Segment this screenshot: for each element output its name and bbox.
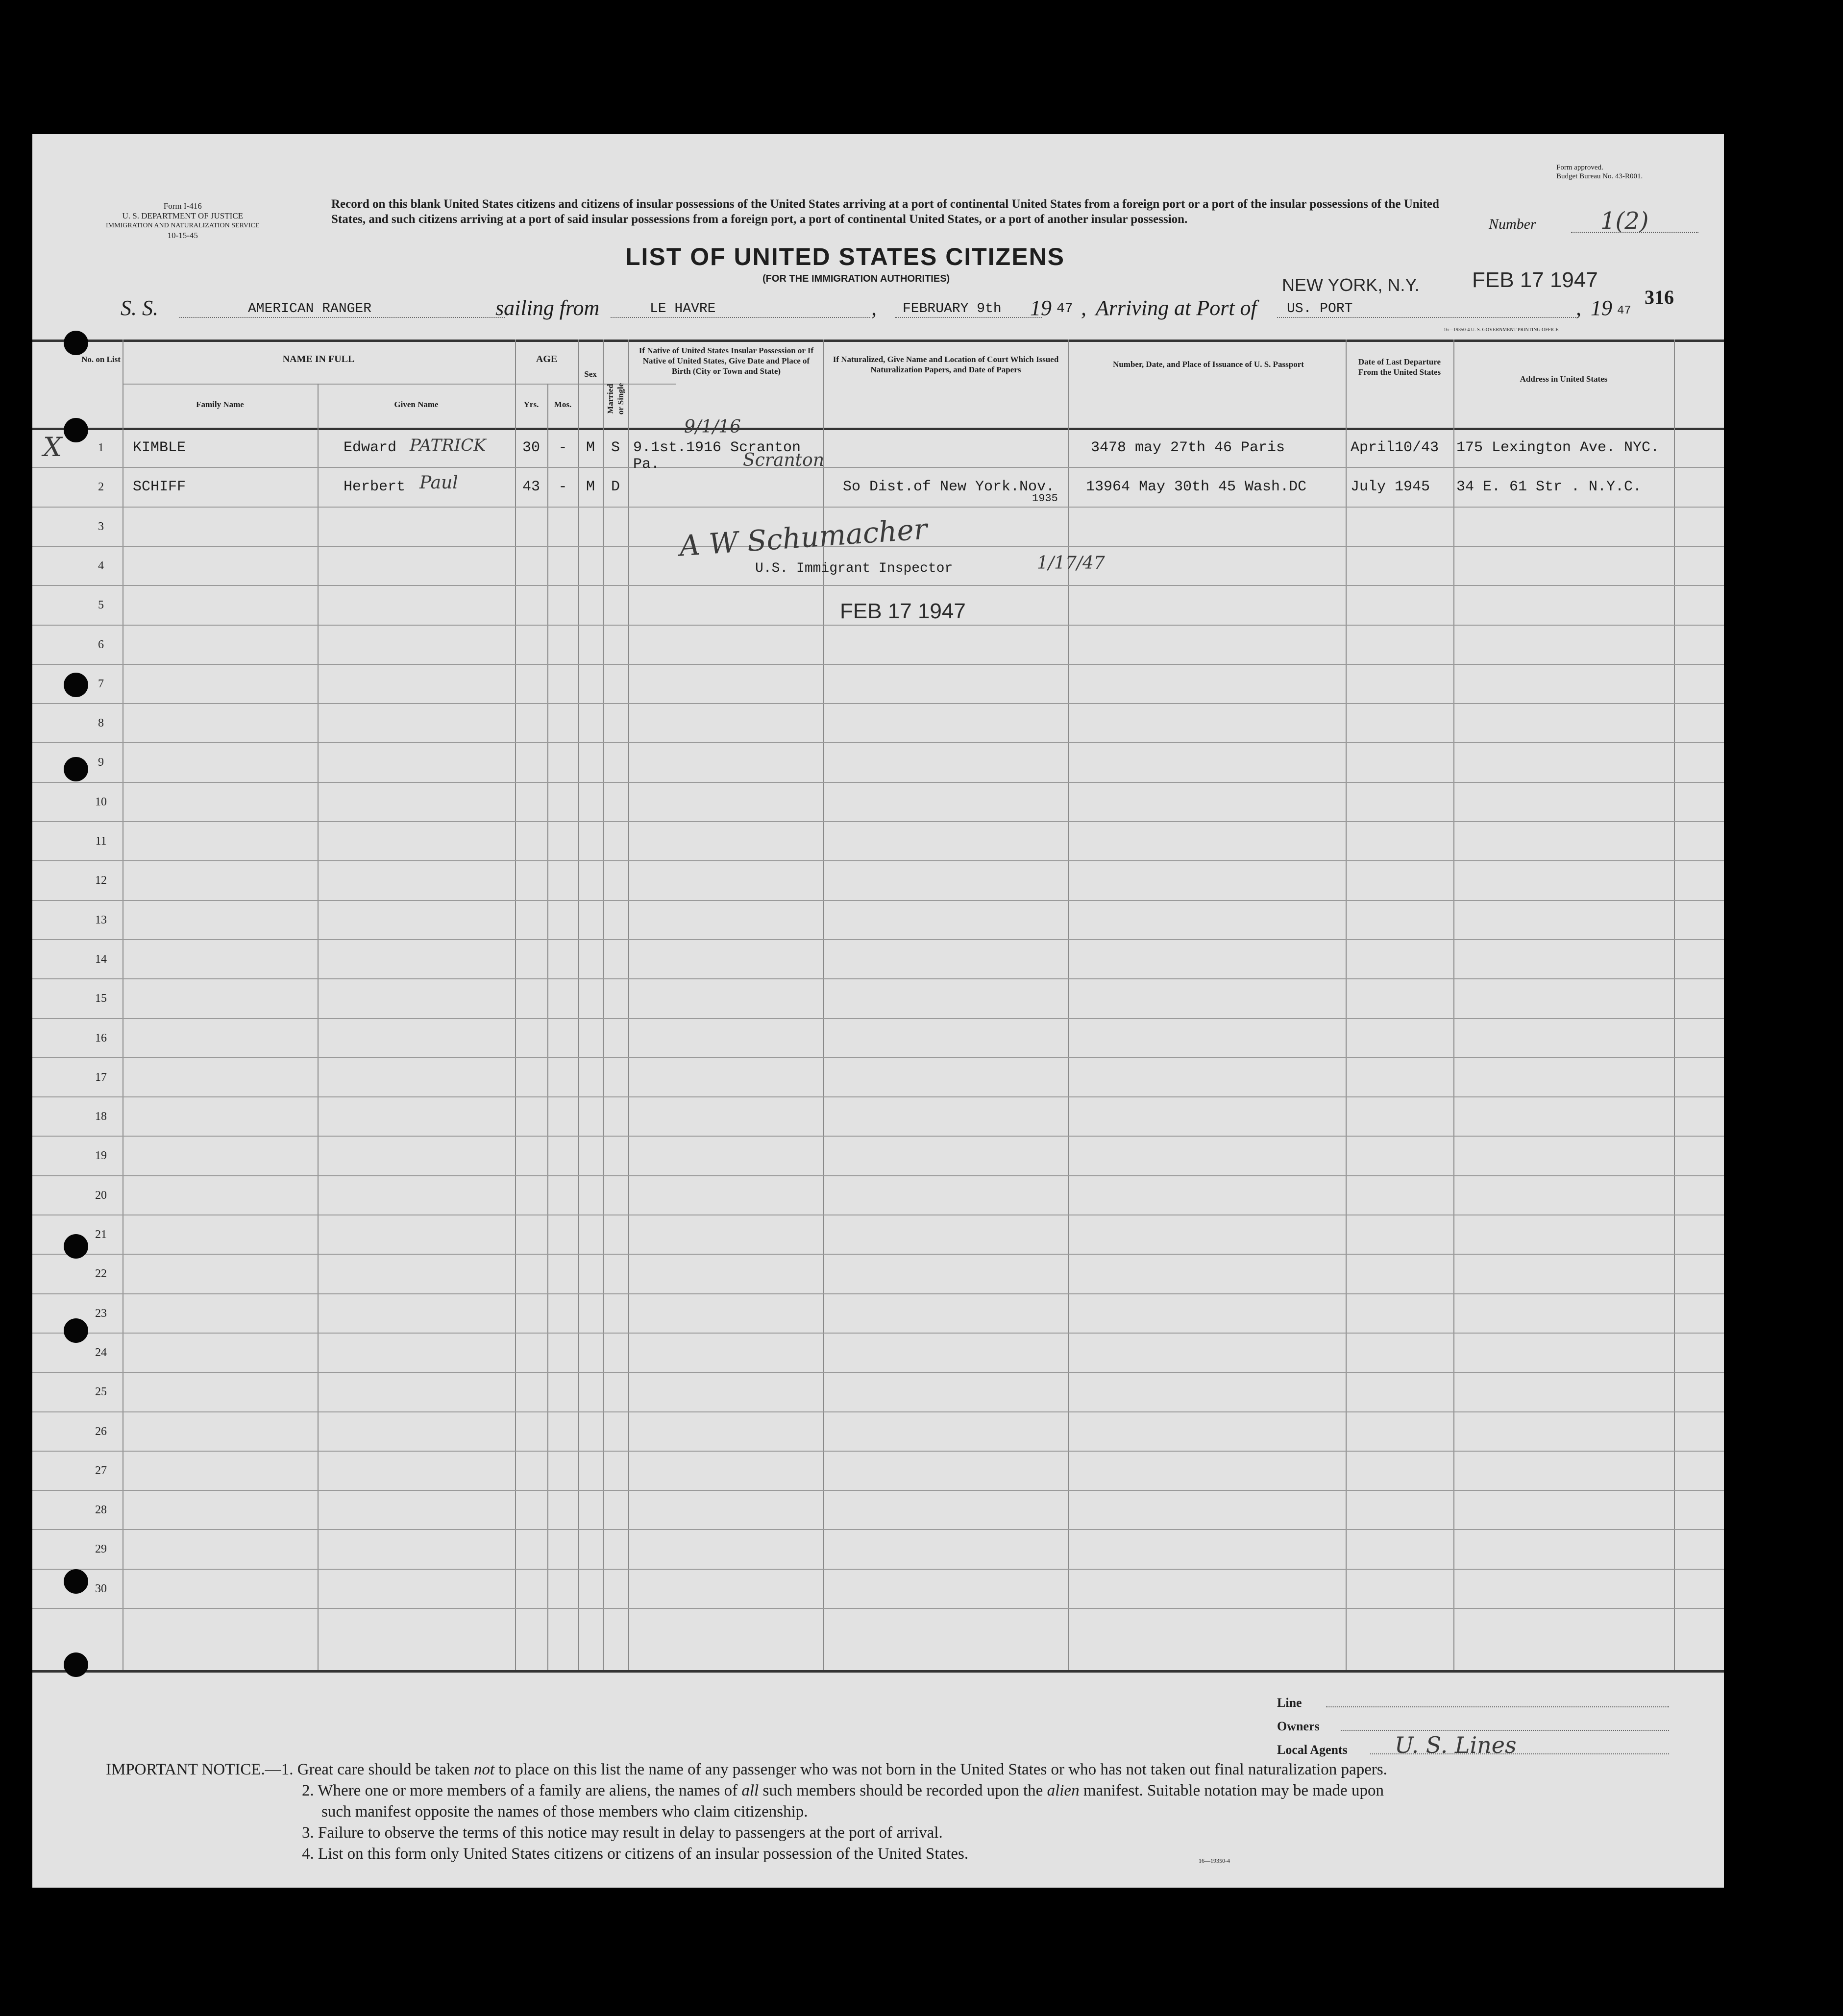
row-number: 23 <box>95 1307 107 1320</box>
notice-3: 3. Failure to observe the terms of this notice may result in delay to passengers at the port of arrival. <box>302 1824 943 1842</box>
row-number: 16 <box>95 1031 107 1044</box>
binder-hole <box>64 1234 88 1259</box>
header-mid-line <box>123 384 676 385</box>
row-number: 9 <box>98 756 104 769</box>
row-rule <box>32 1569 1724 1570</box>
sailing-year: 47 <box>1057 301 1073 316</box>
row-number: 10 <box>95 795 107 808</box>
col-header-name: NAME IN FULL <box>282 354 355 364</box>
notice-2 <box>302 1780 1384 1801</box>
form-id-block <box>106 201 259 241</box>
binder-hole <box>64 1569 88 1594</box>
preamble: Record on this blank United States citizens and citizens of insular possessions of the United States arriving at a port of continental United States from a foreign port or a port of the insular possessions of the United States, and such citizens arriving at a port of said insular possessions from a foreign port, a port of continental United States, or a port of another insular possession. <box>331 197 1439 226</box>
row-rule <box>32 585 1724 586</box>
page-subtitle: (FOR THE IMMIGRATION AUTHORITIES) <box>762 273 950 284</box>
entry-1-native-line2: Pa. <box>633 456 660 473</box>
entry-1-sex: M <box>586 439 595 456</box>
notice-heading <box>106 1759 1387 1780</box>
number-label: Number <box>1489 216 1536 232</box>
year-prefix: 19 <box>1030 296 1052 320</box>
row-number: 17 <box>95 1070 107 1084</box>
col-header-given: Given Name <box>394 400 439 409</box>
row-number: 20 <box>95 1189 107 1202</box>
col-rule <box>318 384 319 1672</box>
line-label: Line <box>1277 1696 1302 1710</box>
row-number: 29 <box>95 1543 107 1556</box>
entry-2-departure: July 1945 <box>1351 479 1430 495</box>
comma-1: , <box>871 296 877 320</box>
row-rule <box>32 1293 1724 1294</box>
binder-hole <box>64 418 88 442</box>
arriving-label: Arriving at Port of <box>1096 296 1257 320</box>
row-rule <box>32 664 1724 665</box>
header-bottom-border <box>32 428 1724 430</box>
inspector-initials: 1/17/47 <box>1037 553 1105 573</box>
row-rule <box>32 1333 1724 1334</box>
entry-1-native: 9.1st.1916 Scranton <box>633 439 801 456</box>
col-header-address: Address in United States <box>1520 374 1608 384</box>
notice-2-line2: such manifest opposite the names of those members who claim citizenship. <box>321 1803 808 1821</box>
row-rule <box>32 1175 1724 1176</box>
row-number: 6 <box>98 638 104 651</box>
arrival-year: 47 <box>1617 304 1631 317</box>
row-number: 24 <box>95 1346 107 1359</box>
form-id: Form I-416 <box>163 201 202 211</box>
col-rule <box>515 340 516 1672</box>
entry-1-given-hand: PATRICK <box>410 436 486 455</box>
row-number: 2 <box>98 481 104 494</box>
col-header-yrs: Yrs. <box>523 400 539 409</box>
row-rule <box>32 1411 1724 1412</box>
inspector-signature: A W Schumacher <box>678 512 929 563</box>
manifest-sheet <box>32 134 1724 1888</box>
entry-2-naturalized-year: 1935 <box>1032 492 1058 505</box>
entry-1-native-hand2: Scranton <box>743 450 825 470</box>
entry-2-naturalized: So Dist.of New York.Nov. <box>843 479 1055 495</box>
arrival-fill-line <box>1277 317 1576 318</box>
notice-2-mid: such members should be recorded upon the <box>759 1782 1047 1799</box>
row-number: 7 <box>98 677 104 690</box>
row-number: 30 <box>95 1582 107 1595</box>
col-header-age: AGE <box>536 354 558 364</box>
row-number: 13 <box>95 913 107 926</box>
col-header-family: Family Name <box>196 400 244 409</box>
notice-2-em: all <box>741 1782 759 1799</box>
table-top-border <box>32 340 1724 342</box>
entry-2-address: 34 E. 61 Str . N.Y.C. <box>1456 479 1642 495</box>
row-rule <box>32 1136 1724 1137</box>
notice-4: 4. List on this form only United States citizens or citizens of an insular possession of the United States. <box>302 1845 969 1863</box>
agents-value: U. S. Lines <box>1395 1732 1517 1758</box>
arrival-year-prefix: 19 <box>1591 296 1612 320</box>
entry-1-given: Edward <box>344 439 397 456</box>
entry-2-sex: M <box>586 479 595 495</box>
citizen-list-table <box>32 340 1724 1672</box>
agents-label: Local Agents <box>1277 1743 1348 1757</box>
notice-2-suffix: manifest. Suitable notation may be made upon <box>1079 1782 1384 1799</box>
row-rule <box>32 860 1724 861</box>
row-rule <box>32 978 1724 979</box>
notice-1-prefix: 1. Great care should be taken <box>281 1761 474 1778</box>
entry-1-native-hand: 9/1/16 <box>684 417 741 437</box>
row-number: 19 <box>95 1149 107 1163</box>
binder-hole <box>64 1318 88 1343</box>
notice-2-prefix: 2. Where one or more members of a family are aliens, the names of <box>302 1782 742 1799</box>
entry-2-yrs: 43 <box>522 479 540 495</box>
row-number: 3 <box>98 520 104 533</box>
ship-fill-line <box>179 317 505 318</box>
binder-hole <box>64 757 88 781</box>
row-rule <box>32 1096 1724 1097</box>
binder-hole <box>64 1652 88 1677</box>
sailing-label: sailing from <box>495 296 600 320</box>
row-rule <box>32 1254 1724 1255</box>
approval-note <box>1556 163 1643 181</box>
entry-1-marital: S <box>611 439 620 456</box>
entry-2-marital: D <box>611 479 620 495</box>
col-header-sex: Sex <box>584 369 597 379</box>
owners-label: Owners <box>1277 1719 1320 1733</box>
arrival-port-stamp: NEW YORK, N.Y. <box>1282 275 1420 295</box>
entry-2-passport: 13964 May 30th 45 Wash.DC <box>1086 479 1307 495</box>
col-rule <box>1674 340 1675 1672</box>
table-bottom-border <box>32 1670 1724 1673</box>
approved-line1: Form approved. <box>1556 164 1603 171</box>
row-rule <box>32 625 1724 626</box>
entry-1-family: KIMBLE <box>133 439 186 456</box>
col-rule <box>1346 340 1347 1672</box>
ss-label: S. S. <box>121 296 158 320</box>
col-rule <box>578 340 579 1672</box>
entry-1-passport: 3478 may 27th 46 Paris <box>1091 439 1285 456</box>
row-rule <box>32 821 1724 822</box>
row-rule <box>32 742 1724 743</box>
row-number: 18 <box>95 1110 107 1123</box>
ship-name: AMERICAN RANGER <box>248 301 372 316</box>
row-number: 26 <box>95 1425 107 1438</box>
row-number: 12 <box>95 874 107 887</box>
service: IMMIGRATION AND NATURALIZATION SERVICE <box>106 222 260 229</box>
department: U. S. DEPARTMENT OF JUSTICE <box>122 211 243 220</box>
approved-line2: Budget Bureau No. 43-R001. <box>1556 172 1643 180</box>
binder-hole <box>64 673 88 697</box>
col-rule <box>1453 340 1454 1672</box>
row-rule <box>32 1608 1724 1609</box>
entry-2-family: SCHIFF <box>133 479 186 495</box>
row-number: 8 <box>98 717 104 730</box>
row-rule <box>32 1018 1724 1019</box>
row-number: 11 <box>95 835 107 848</box>
inspection-date-stamp: FEB 17 1947 <box>840 599 966 623</box>
inspector-title: U.S. Immigrant Inspector <box>755 561 953 576</box>
row-rule <box>32 1451 1724 1452</box>
col-header-native: If Native of United States Insular Possession or If Native of United States, Give Date and Place of Birth (City or Town and State) <box>639 346 814 376</box>
notice-heading-text: IMPORTANT NOTICE.— <box>106 1761 281 1778</box>
date-fill-line <box>895 317 1042 318</box>
col-rule <box>1068 340 1069 1672</box>
footer-code: 16—19350-4 <box>1199 1857 1230 1864</box>
entry-2-given: Herbert <box>344 479 406 495</box>
row-rule <box>32 1057 1724 1058</box>
row-rule <box>32 467 1724 468</box>
page-title: LIST OF UNITED STATES CITIZENS <box>625 243 1065 270</box>
row-rule <box>32 703 1724 704</box>
arrival-date-stamp: FEB 17 1947 <box>1472 268 1598 292</box>
comma-2: , <box>1081 296 1086 320</box>
line-fill <box>1326 1706 1669 1707</box>
arrival-port: US. PORT <box>1287 301 1353 316</box>
row-number: 21 <box>95 1228 107 1241</box>
col-header-passport: Number, Date, and Place of Issuance of U. S. Passport <box>1113 360 1304 369</box>
row-rule <box>32 1490 1724 1491</box>
sailing-date: FEBRUARY 9th <box>903 301 1002 316</box>
row-number: 28 <box>95 1504 107 1517</box>
notice-2-em2: alien <box>1047 1782 1080 1799</box>
row-number: 25 <box>95 1385 107 1399</box>
row-number: 5 <box>98 599 104 612</box>
row-number: 15 <box>95 992 107 1005</box>
entry-1-yrs: 30 <box>522 439 540 456</box>
row-number: 14 <box>95 952 107 966</box>
comma-3: , <box>1576 296 1581 320</box>
row-rule <box>32 782 1724 783</box>
row-rule <box>32 1529 1724 1530</box>
row-number: 22 <box>95 1267 107 1281</box>
row-rule <box>32 507 1724 508</box>
notice-1-suffix: to place on this list the name of any passenger who was not born in the United States or who has not taken out final naturalization papers. <box>494 1761 1387 1778</box>
row-rule <box>32 939 1724 940</box>
from-fill-line <box>611 317 870 318</box>
number-value: 1(2) <box>1600 207 1649 235</box>
row-number: 1 <box>98 441 104 454</box>
stamp-number: 316 <box>1645 286 1674 308</box>
binder-hole <box>64 331 88 355</box>
from-port: LE HAVRE <box>650 301 716 316</box>
col-rule <box>547 384 548 1672</box>
col-header-mos: Mos. <box>554 400 572 409</box>
entry-1-mos: - <box>558 439 567 456</box>
print-code: 16—19350-4 U. S. GOVERNMENT PRINTING OFFICE <box>1444 327 1559 333</box>
owners-fill <box>1341 1730 1669 1731</box>
col-rule <box>603 340 604 1672</box>
entry-1-departure: April10/43 <box>1351 439 1439 456</box>
margin-check-mark: X <box>43 432 62 462</box>
entry-2-given-hand: Paul <box>419 473 458 493</box>
col-header-no: No. on List <box>81 355 121 364</box>
col-header-departure: Date of Last Departure From the United States <box>1358 357 1441 377</box>
form-date: 10-15-45 <box>167 231 198 240</box>
col-rule <box>628 340 629 1672</box>
row-rule <box>32 1372 1724 1373</box>
row-number: 27 <box>95 1464 107 1477</box>
notice-1-em: not <box>473 1761 495 1778</box>
col-header-naturalized: If Naturalized, Give Name and Location of Court Which Issued Naturalization Papers, and Date of Papers <box>833 355 1059 374</box>
entry-1-address: 175 Lexington Ave. NYC. <box>1456 439 1660 456</box>
row-rule <box>32 900 1724 901</box>
row-number: 4 <box>98 559 104 572</box>
entry-2-mos: - <box>558 479 567 495</box>
col-header-married: Married or Single <box>606 383 625 415</box>
row-rule <box>32 1214 1724 1215</box>
